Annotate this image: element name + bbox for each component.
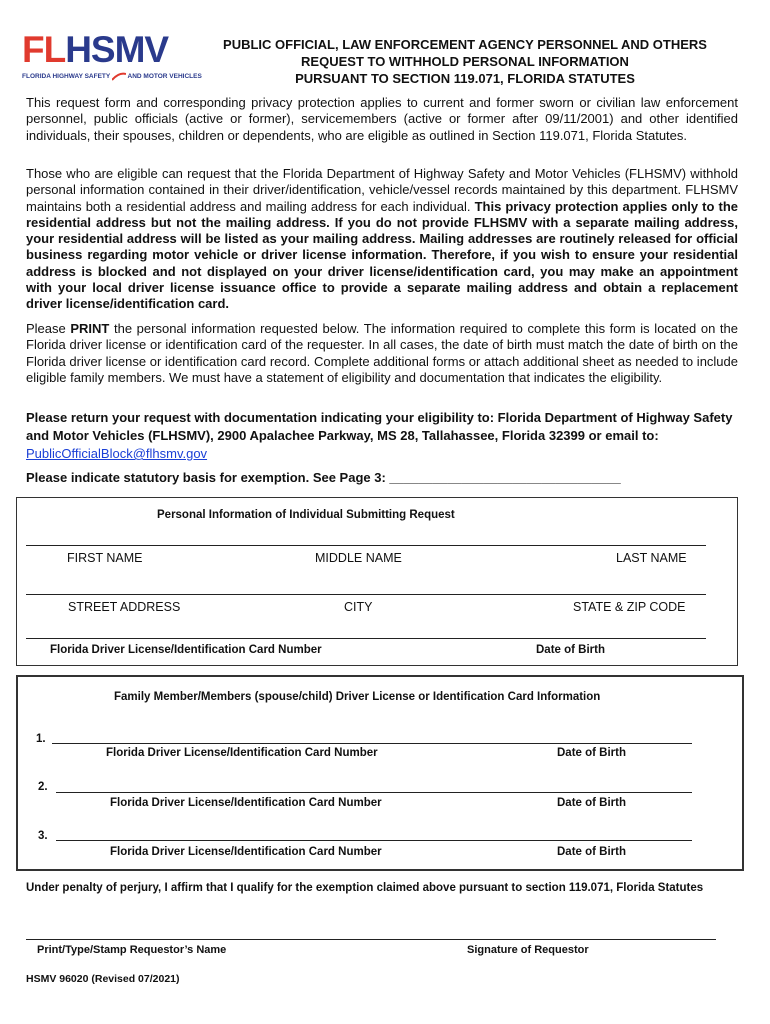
personal-info-section [16,497,738,666]
eligibility-paragraph: Those who are eligible can request that the Florida Department of Highway Safety and Motor Vehicles (FLHSMV) withhold personal information contained in their driver/identification, vehicle/vessel records maintained by this department. FLHSMV maintains both a residential address and mailing address for each individual. This privacy protection applies only to the residential address but not the mailing address. If you do not provide FLHSMV with a separate mailing address, your residential address will be listed as your mailing address. Mailing addresses are routinely released for official business regarding motor vehicle or driver license information. Therefore, if you wish to ensure your residential address is blocked and not displayed on your driver license/identification card, you may make an appointment with your local driver license issuance office to provide a separate mailing address and obtain a replacement driver license/identification card. [26,166,738,312]
requestor-signature-label: Signature of Requestor [467,944,589,956]
address-line[interactable] [26,594,706,595]
logo-wordmark: FLHSMV [22,29,169,70]
personal-info-title: Personal Information of Individual Submitting Request [157,509,455,521]
family-row-1-license-label: Florida Driver License/Identification Card Number [106,747,378,759]
family-row-2-line[interactable] [56,792,692,793]
perjury-statement: Under penalty of perjury, I affirm that I qualify for the exemption claimed above pursuant to section 119.071, Florida Statutes [26,882,704,894]
family-row-2-license-label: Florida Driver License/Identification Card Number [110,797,382,809]
signature-line[interactable] [26,939,716,940]
name-line[interactable] [26,545,706,546]
email-link[interactable]: PublicOfficialBlock@flhsmv.gov [26,446,208,461]
first-name-label: FIRST NAME [67,551,143,565]
family-row-1-dob-label: Date of Birth [557,747,626,759]
family-row-1-line[interactable] [52,743,692,744]
return-instructions: Please return your request with documentation indicating your eligibility to: Florida Department of Highway Safety and Motor Vehicles (FLHSMV), 2900 Apalachee Parkway, MS 28, Tallahassee, Florida 32399 or email to: PublicOfficialBlock@flhsmv.gov [26,410,733,461]
license-dob-line[interactable] [26,638,706,639]
middle-name-label: MIDDLE NAME [315,551,402,565]
family-row-3-line[interactable] [56,840,692,841]
intro-paragraph: This request form and corresponding privacy protection applies to current and former sworn or civilian law enforcement personnel, public officials (active or former), servicemembers (active or former after 09/11/2001) and other identified individuals, their spouses, children or dependents, who are eligible as outlined in Section 119.071, Florida Statutes. [26,95,738,143]
street-address-label: STREET ADDRESS [68,600,181,614]
city-label: CITY [344,600,373,614]
family-row-number: 2. [38,781,48,793]
form-number: HSMV 96020 (Revised 07/2021) [26,973,180,985]
family-info-section [16,675,744,871]
print-instructions-paragraph: Please PRINT the personal information requested below. The information required to complete this form is located on the Florida driver license or identification card of the requester. In all cases, the date of birth must match the date of birth on the Florida driver license or identification card record. Complete additional forms or attach additional sheet as needed to include eligible family members. We must have a statement of eligibility and documentation that indicates the eligibility. [26,321,738,385]
logo-swoosh-icon [112,72,126,81]
family-row-3-license-label: Florida Driver License/Identification Card Number [110,846,382,858]
logo-subtitle: FLORIDA HIGHWAY SAFETY AND MOTOR VEHICLES [22,73,202,81]
dob-label: Date of Birth [536,644,605,656]
family-row-number: 1. [36,733,46,745]
family-info-title: Family Member/Members (spouse/child) Driver License or Identification Card Information [114,691,601,703]
last-name-label: LAST NAME [616,551,687,565]
flhsmv-logo [22,29,202,90]
family-row-number: 3. [38,830,48,842]
form-title: PUBLIC OFFICIAL, LAW ENFORCEMENT AGENCY PERSONNEL AND OTHERS REQUEST TO WITHHOLD PERSONAL INFORMATION PURSUANT TO SECTION 119.071, FLORIDA STATUTES [223,37,707,86]
requestor-name-label: Print/Type/Stamp Requestor’s Name [37,944,227,956]
license-number-label: Florida Driver License/Identification Card Number [50,644,322,656]
state-zip-label: STATE & ZIP CODE [573,600,686,614]
statutory-basis-field[interactable]: Please indicate statutory basis for exemption. See Page 3: ________________________________ [26,470,621,485]
family-row-2-dob-label: Date of Birth [557,797,626,809]
family-row-3-dob-label: Date of Birth [557,846,626,858]
